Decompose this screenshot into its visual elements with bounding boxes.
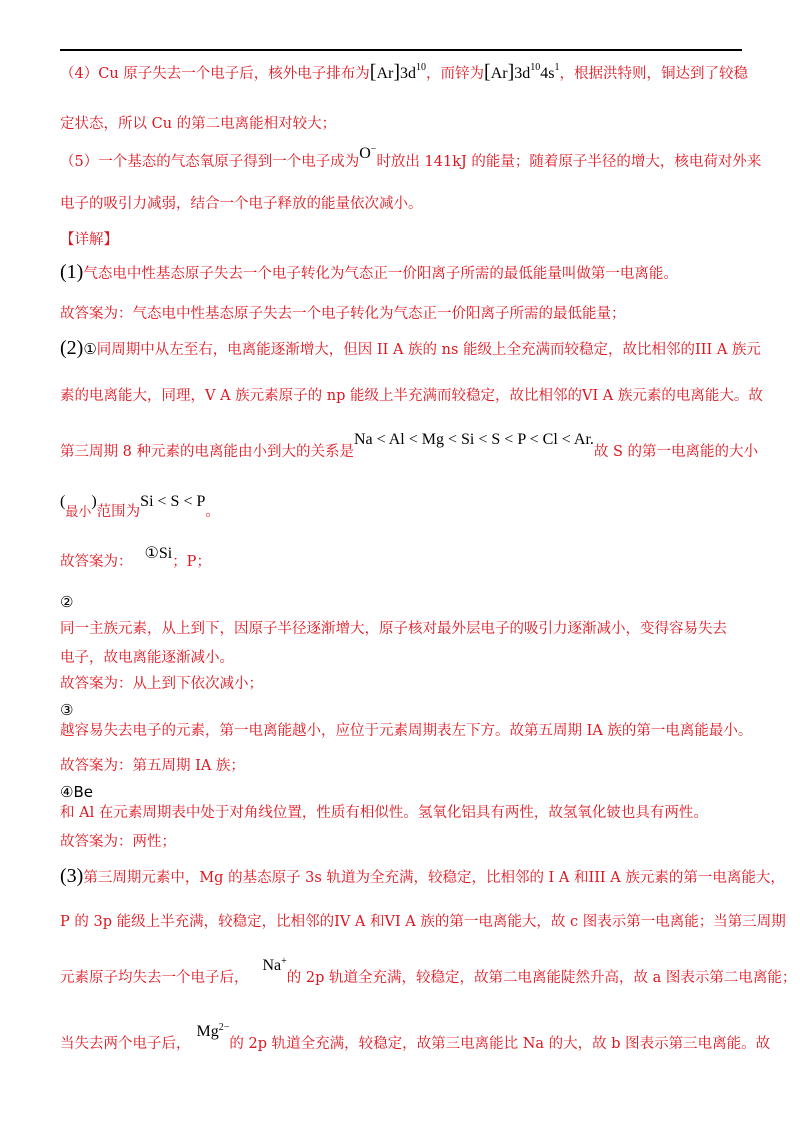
section-2-answer-2: 故答案为：从上到下依次减小；	[60, 676, 263, 692]
ionization-order: Na < Al < Mg < Si < S < P < Cl < Ar.	[353, 431, 594, 448]
section-3-line-4: 当失去两个电子后，$Mg^{2-}$的 2p 轨道全充满，较稳定，故第三电离能比 Na 的大，故 b 图表示第三电离能。故	[60, 1022, 771, 1052]
section-number: (3)	[60, 865, 84, 887]
paragraph-5-line-1: （5）一个基态的气态氧原子得到一个电子成为O−时放出 141kJ 的能量；随着原子半径的增大，核电荷对外来	[60, 144, 762, 170]
s-range: Si < S < P	[140, 493, 206, 510]
text: ，根据洪特则，铜达到了较稳	[559, 66, 748, 82]
text: （4）Cu 原子失去一个电子后，核外电子排布为	[60, 66, 370, 82]
oxygen-ion: O−	[359, 144, 377, 162]
circled-number: ④Be	[60, 783, 93, 801]
section-2-line-6: 电子，故电离能逐渐减小。	[60, 650, 234, 666]
circled-number: ②	[60, 593, 74, 611]
zn-config: $[Ar]3d^{10}4s^1$	[484, 61, 560, 83]
paragraph-4-line-2: 定状态，所以 Cu 的第二电离能相对较大；	[60, 116, 337, 132]
section-2-line-4: (最小)范围为Si < S < P。	[60, 493, 220, 520]
detail-heading: 【详解】	[60, 232, 118, 248]
section-number: (2)	[60, 337, 84, 359]
section-2-line-8: ④Be 和 Al 在元素周期表中处于对角线位置，性质有相似性。氢氧化铝具有两性，故氢氧化铍也具有两性。	[60, 783, 708, 821]
section-1-line: (1)气态电中性基态原子失去一个电子转化为气态正一价阳离子所需的最低能量叫做第一电离能。	[60, 261, 678, 283]
section-2-answer-3: 故答案为：第五周期 IA 族；	[60, 758, 245, 774]
section-number: (1)	[60, 261, 84, 283]
section-3-line-1: (3)第三周期元素中，Mg 的基态原子 3s 轨道为全充满，较稳定，比相邻的 I A 和III A 族元素的第一电离能大，	[60, 865, 785, 887]
section-3-line-2: P 的 3p 能级上半充满，较稳定，比相邻的IV A 和VI A 族的第一电离能大，故 c 图表示第一电离能；当第三周期	[60, 914, 786, 930]
circled-number: ①	[83, 340, 97, 358]
text: ，而锌为	[426, 66, 485, 82]
section-2-line-7: ③ 越容易失去电子的元素，第一电离能越小，应位于元素周期表左下方。故第五周期 IA 族的第一电离能最小。	[60, 701, 753, 739]
section-2-line-2: 素的电离能大，同理，V A 族元素原子的 np 能级上半充满而较稳定，故比相邻的VI A 族元素的电离能大。故	[60, 388, 763, 404]
section-2-line-1: (2)①同周期中从左至右，电离能逐渐增大，但因 II A 族的 ns 能级上全充满而较稳定，故比相邻的III A 族元	[60, 337, 761, 359]
paragraph-4-line-1	[60, 62, 748, 84]
header-rule	[60, 49, 742, 51]
section-2-answer-4: 故答案为：两性；	[60, 834, 176, 850]
sodium-ion: Na+	[262, 956, 287, 974]
section-2-line-5: ② 同一主族元素，从上到下，因原子半径逐渐增大，原子核对最外层电子的吸引力逐渐减小，变得容易失去	[60, 593, 727, 637]
section-3-line-3: 元素原子均失去一个电子后，Na+的 2p 轨道全充满，较稳定，故第二电离能陡然升高，故 a 图表示第二电离能；	[60, 956, 797, 986]
cu-config: $[Ar]3d^{10}$	[369, 61, 427, 83]
section-2-answer-1: 故答案为： ①Si；P；	[60, 545, 211, 570]
section-1-answer: 故答案为：气态电中性基态原子失去一个电子转化为气态正一价阳离子所需的最低能量；	[60, 306, 626, 322]
section-2-line-3: 第三周期 8 种元素的电离能由小到大的关系是Na < Al < Mg < Si < S < P < Cl < Ar.故 S 的第一电离能的大小	[60, 431, 759, 460]
magnesium-ion: $Mg^{2-}$	[196, 1022, 230, 1040]
circled-number: ③	[60, 701, 74, 719]
paragraph-5-line-2: 电子的吸引力减弱，结合一个电子释放的能量依次减小。	[60, 196, 423, 212]
